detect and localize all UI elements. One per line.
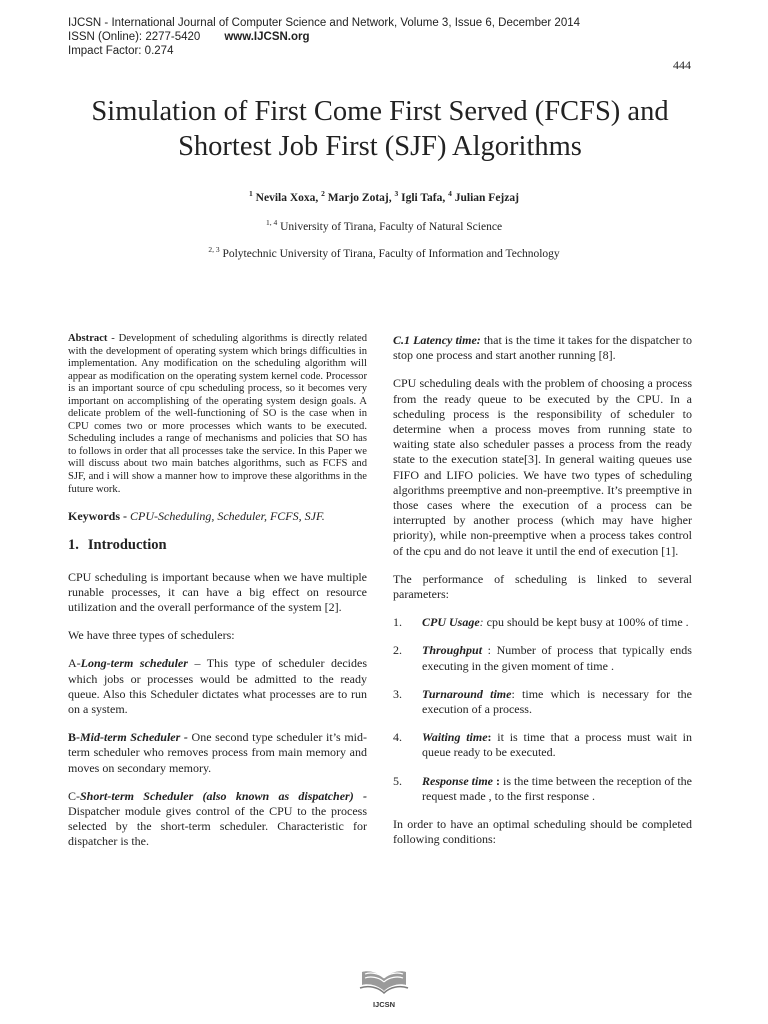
short-term-label: Short-term Scheduler (also known as dispatcher) - (80, 788, 367, 803)
title-line-1: Simulation of First Come First Served (FCFS) and (91, 96, 669, 127)
parameter-label: Waiting time (422, 730, 488, 745)
parameter-label: Turnaround time (422, 686, 512, 701)
item-prefix: A- (68, 656, 81, 671)
author-name: Igli Tafa, (401, 192, 446, 204)
parameter-item (393, 730, 692, 760)
parameter-text (422, 615, 692, 630)
author-sup: 2 (321, 189, 325, 199)
affiliation-text: University of Tirana, Faculty of Natural Science (280, 221, 503, 233)
issn: ISSN (Online): 2277-5420 (68, 31, 201, 43)
schedulers-intro: We have three types of schedulers: (68, 628, 235, 643)
parameter-description: Number of process that typically ends executing in the given moment of time . (422, 643, 692, 673)
parameter-item (393, 643, 692, 673)
author-sup: 3 (394, 189, 399, 199)
latency-label: C.1 Latency time: (393, 333, 481, 347)
parameter-separator: : (493, 773, 501, 788)
author-name: Marjo Zotaj, (327, 192, 392, 204)
parameter-separator: : (479, 615, 484, 630)
parameter-text (422, 643, 692, 673)
impact-factor: Impact Factor: 0.274 (68, 45, 174, 57)
journal-header-line: IJCSN - International Journal of Computer Science and Network, Volume 3, Issue 6, December 2014 (68, 17, 581, 29)
parameter-text (422, 730, 692, 760)
title-line-2: Shortest Job First (SJF) Algorithms (178, 131, 582, 162)
parameter-separator: : (482, 643, 491, 658)
parameter-item (393, 615, 692, 630)
author-list (0, 189, 768, 204)
latency-text: that is the time it takes for the dispatcher to stop one process and start another running [8]. (393, 333, 693, 363)
parameter-label: Response time (422, 773, 494, 788)
item-prefix: B- (68, 730, 80, 745)
right-column (393, 333, 692, 860)
parameter-item (393, 687, 692, 717)
parameter-separator: : (511, 686, 515, 701)
affiliation-sup: 2, 3 (208, 245, 220, 255)
keywords-text: CPU-Scheduling, Scheduler, FCFS, SJF. (130, 509, 325, 524)
item-prefix: C- (68, 788, 80, 803)
short-term-scheduler (68, 789, 367, 850)
website-link[interactable]: www.IJCSN.org (224, 31, 310, 43)
section-title: Introduction (87, 537, 167, 554)
footer-logo (354, 968, 414, 1009)
abstract-label: Abstract (68, 333, 108, 344)
section-heading-introduction (68, 538, 367, 553)
parameter-description: time which is necessary for the execution of a process. (422, 686, 693, 717)
author-sup: 4 (448, 189, 452, 199)
mid-term-scheduler (68, 730, 367, 776)
author-name: Julian Fejzaj (454, 192, 519, 204)
intro-paragraph: CPU scheduling is important because when we have multiple runable processes, it can have a big effect on resource utilization and the overall performance of the system [2]. (68, 569, 367, 614)
author-name: Nevila Xoxa, (255, 192, 319, 204)
parameter-item (393, 774, 692, 804)
parameter-number: 4. (393, 730, 402, 745)
parameter-number: 2. (393, 643, 402, 658)
keywords (68, 509, 367, 524)
short-term-text: Dispatcher module gives control of the CPU to the process selected by the short-term scheduler. Characteristic for dispatcher is the. (68, 803, 367, 849)
open-book-icon (358, 968, 410, 994)
affiliation-text: Polytechnic University of Tirana, Faculty of Information and Technology (222, 248, 560, 260)
long-term-scheduler (68, 656, 367, 717)
latency-time-paragraph (393, 333, 692, 363)
left-column (68, 333, 367, 863)
affiliation-1 (0, 218, 768, 233)
long-term-label: Long-term scheduler (80, 656, 188, 671)
affiliation-2 (0, 245, 768, 260)
abstract-text: - Development of scheduling algorithms is directly related with the development of operating system which brings difficulties in implementation. Any modification on the scheduling algorithm will appear as modification on the operating system kernel code. Processor is an important source of cpu scheduling process, so it becomes very important on accomplishing of the operating system design goals. A delicate problem of the well-functioning of SO is the case when in CPU comes two or more processes which wants to be executed. Scheduling includes a range of mechanisms and policies that SO has to follows in order that all processes take the service. In this Paper we will discuss about two main batches algorithms, such as FCFS and SJF, and i will show a manner how to improve these algorithms in the future work. (68, 333, 367, 495)
page-number: 444 (673, 58, 691, 72)
parameter-description: cpu should be kept busy at 100% of time . (483, 615, 689, 630)
parameter-label: Throughput (422, 643, 483, 658)
optimal-scheduling-paragraph: In order to have an optimal scheduling should be completed following conditions: (393, 817, 692, 847)
affiliation-sup: 1, 4 (265, 218, 278, 228)
long-term-text: – This type of scheduler decides which jobs or processes would be admitted to the ready queue. Also this Scheduler dictates what processes are to run on a system. (68, 656, 368, 716)
cpu-scheduling-paragraph: CPU scheduling deals with the problem of choosing a process from the ready queue to be executed by the CPU. In a scheduling process is the responsibility of scheduler to determine when a process moves from running state to waiting state also scheduler passes a process from the ready state to the execution state[3]. In general waiting queues use FIFO and LIFO policies. We have two types of scheduling algorithms preemptive and non-preemptive. It’s preemptive in those cases where the execution of a process can be interrupted by another process (which may have higher priority), while non-preemptive when a process takes control of the cpu and do not leave it until the end of execution [1]. (393, 376, 692, 558)
mid-term-text: One second type scheduler it’s mid-term scheduler who removes process from main memory and moves on secondary memory. (68, 730, 367, 775)
parameter-number: 1. (393, 615, 402, 630)
abstract (68, 333, 367, 496)
keywords-label: Keywords - (68, 509, 127, 524)
performance-paragraph: The performance of scheduling is linked to several parameters: (393, 571, 692, 602)
parameter-description: is the time between the reception of the request made , to the first response . (422, 773, 693, 803)
parameter-description: it is time that a process must wait in queue ready to be executed. (422, 730, 692, 760)
footer-logo-text: IJCSN (372, 1000, 396, 1009)
issn-line (68, 31, 310, 44)
paper-title (40, 94, 720, 164)
author-sup: 1 (249, 189, 253, 199)
parameter-text (422, 687, 692, 717)
parameter-label: CPU Usage (422, 615, 480, 630)
mid-term-label: Mid-term Scheduler - (80, 730, 188, 745)
section-number: 1. (68, 537, 79, 554)
parameter-text (422, 774, 692, 804)
parameter-number: 3. (393, 686, 402, 701)
parameter-number: 5. (393, 773, 402, 788)
parameter-separator: : (487, 730, 492, 745)
